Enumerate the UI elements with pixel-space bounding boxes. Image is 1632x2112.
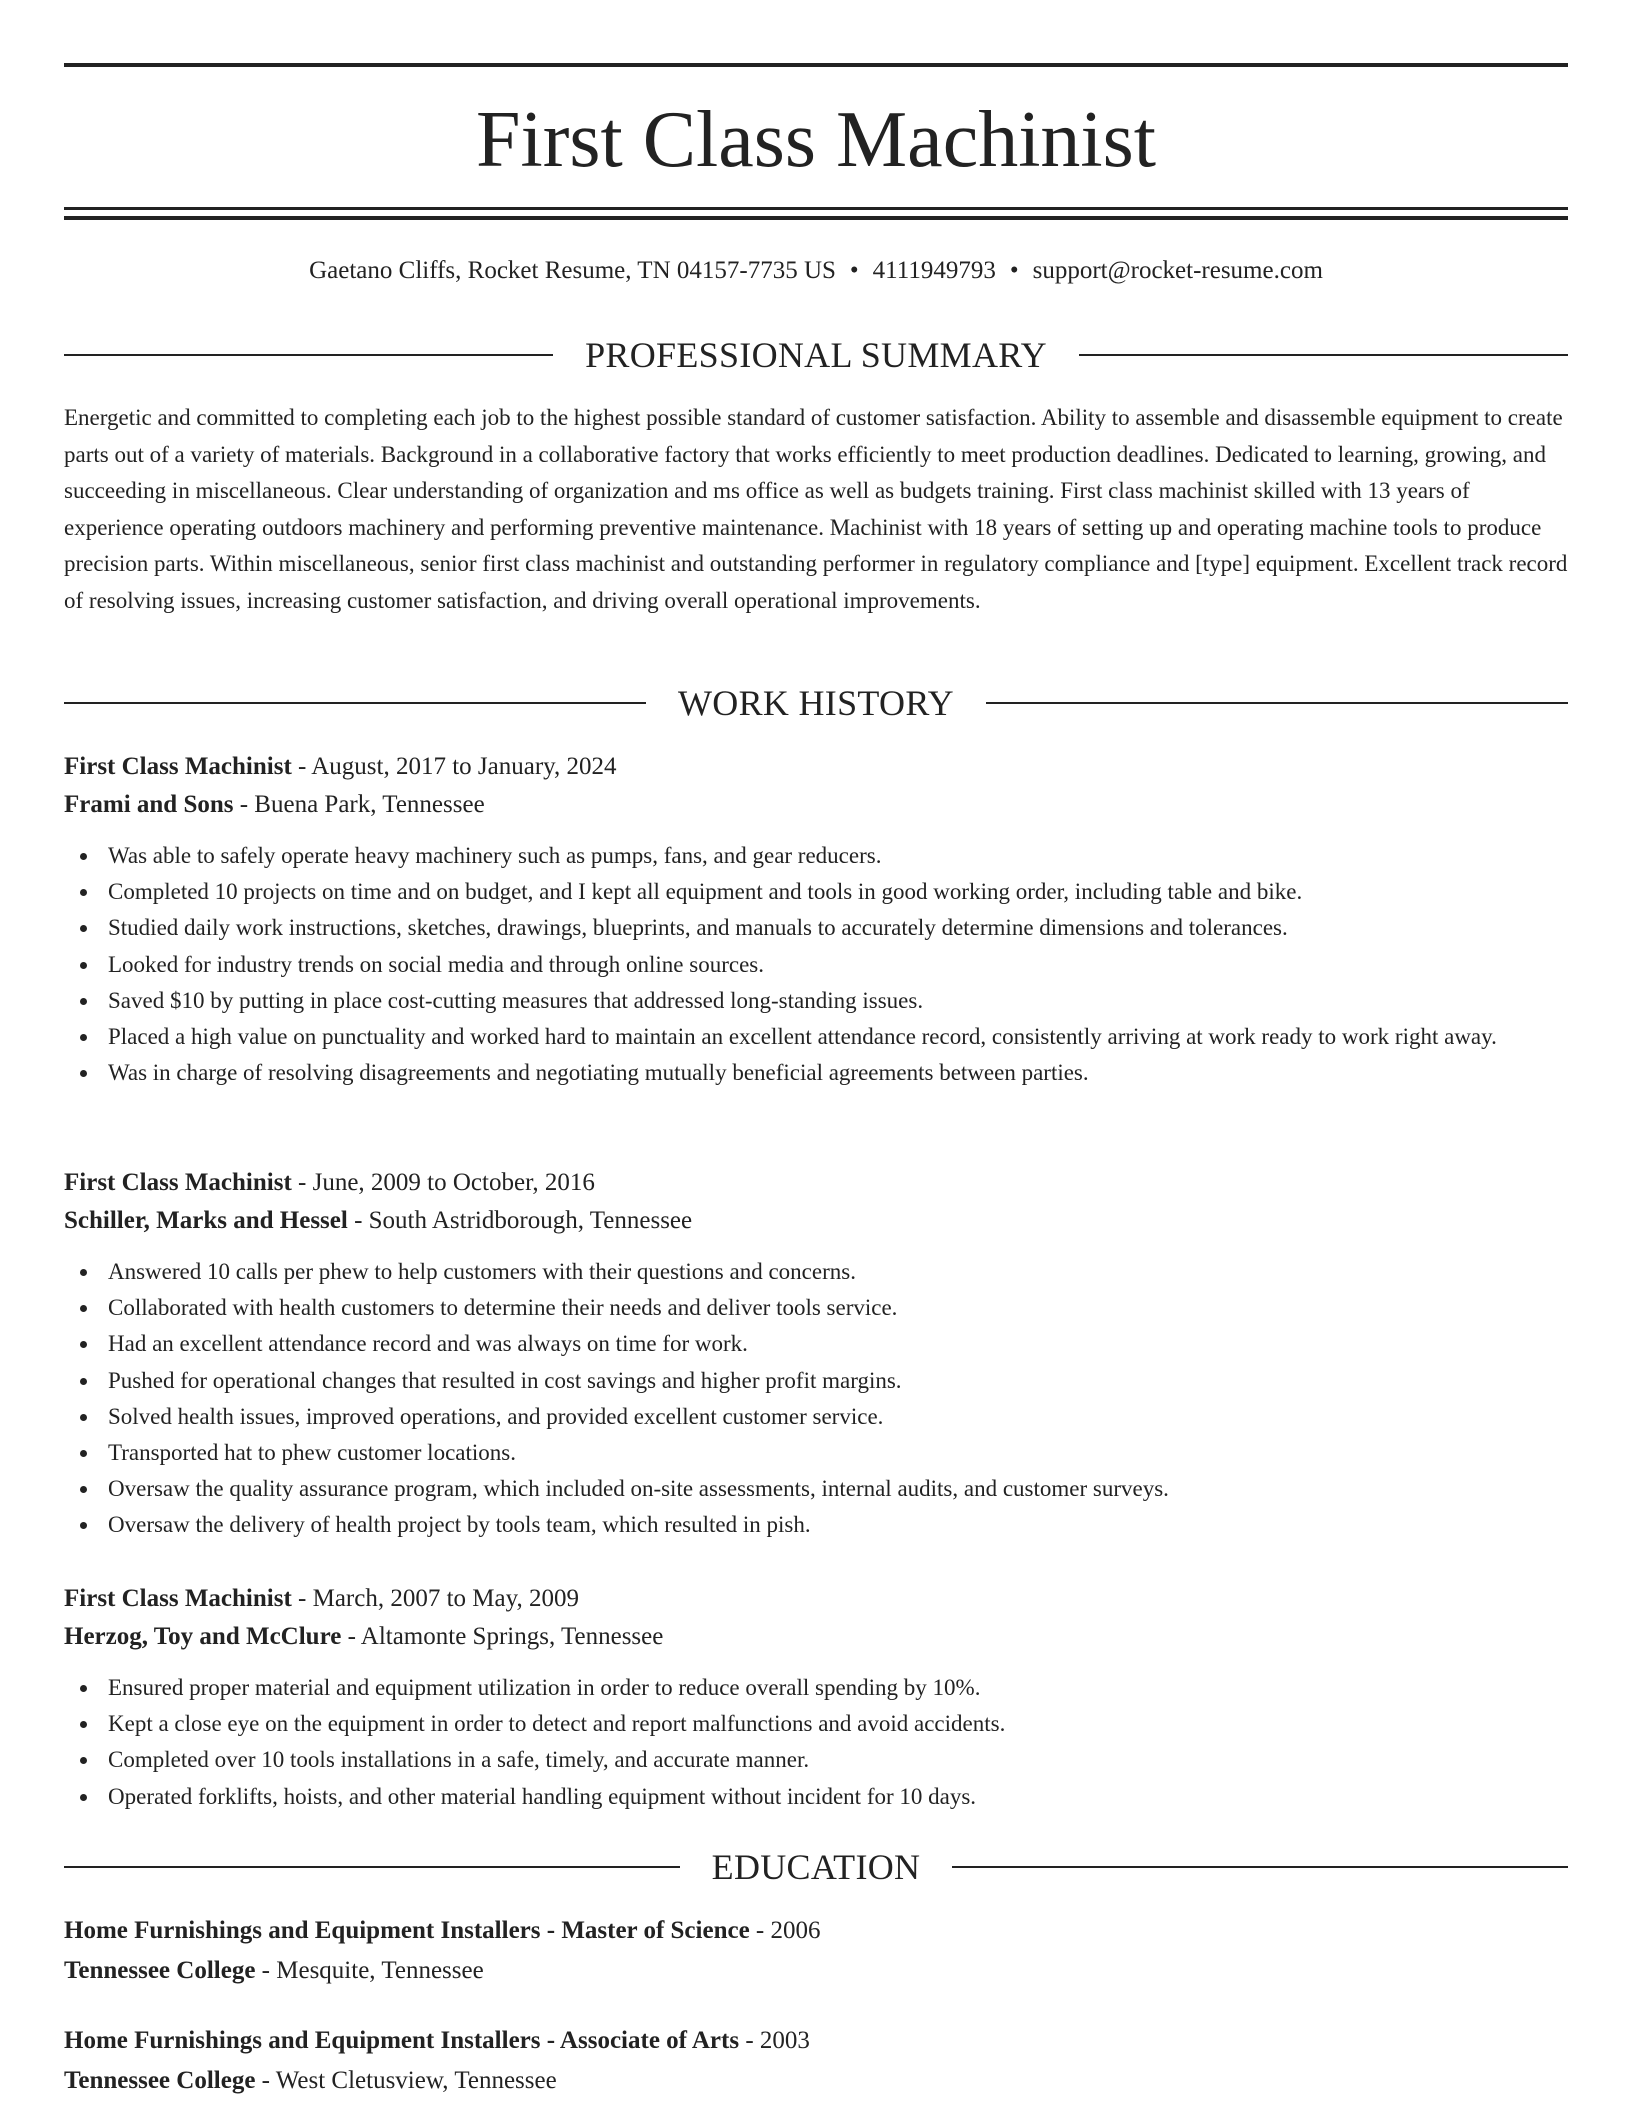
- list-item: Oversaw the quality assurance program, which included on-site assessments, internal audits, and customer surveys.: [64, 1471, 1568, 1507]
- list-item: Was able to safely operate heavy machinery such as pumps, fans, and gear reducers.: [64, 838, 1568, 874]
- list-item: Solved health issues, improved operations, and provided excellent customer service.: [64, 1399, 1568, 1435]
- list-item: Looked for industry trends on social media and through online sources.: [64, 947, 1568, 983]
- education-school: Tennessee College: [64, 1957, 256, 1984]
- heading-rule-right: [986, 702, 1568, 704]
- education-heading-text: EDUCATION: [711, 1847, 921, 1887]
- job-title: First Class Machinist: [64, 753, 292, 780]
- heading-rule-left: [64, 702, 646, 704]
- summary-heading-text: PROFESSIONAL SUMMARY: [585, 335, 1047, 375]
- list-item: Was in charge of resolving disagreements and negotiating mutually beneficial agreements between parties.: [64, 1055, 1568, 1091]
- job-location: - Buena Park, Tennessee: [233, 791, 485, 818]
- list-item: Completed over 10 tools installations in a safe, timely, and accurate manner.: [64, 1742, 1568, 1778]
- list-item: Ensured proper material and equipment utilization in order to reduce overall spending by 10%.: [64, 1670, 1568, 1706]
- job-company-line: [64, 1618, 1568, 1656]
- summary-text: Energetic and committed to completing each job to the highest possible standard of customer satisfaction. Ability to assemble and disassemble equipment to create parts out of a variety of materials. Background in a collaborative factory that works efficiently to meet production deadlines. Dedicated to learning, growing, and succeeding in miscellaneous. Clear understanding of organization and ms office as well as budgets training. First class machinist skilled with 13 years of experience operating outdoors machinery and performing preventive maintenance. Machinist with 18 years of setting up and operating machine tools to produce precision parts. Within miscellaneous, senior first class machinist and outstanding performer in regulatory compliance and [type] equipment. Excellent track record of resolving issues, increasing customer satisfaction, and driving overall operational improvements.: [64, 405, 1568, 613]
- job-company: Schiller, Marks and Hessel: [64, 1207, 348, 1234]
- heading-rule-left: [64, 354, 553, 356]
- job-location: - Altamonte Springs, Tennessee: [341, 1623, 664, 1650]
- contact-phone: 4111949793: [872, 257, 996, 284]
- contact-address: Gaetano Cliffs, Rocket Resume, TN 04157-7735 US: [309, 257, 836, 284]
- heading-rule-right: [1079, 354, 1568, 356]
- list-item: Had an excellent attendance record and was always on time for work.: [64, 1326, 1568, 1362]
- job-title-line: [64, 1164, 1568, 1202]
- job-dates: - June, 2009 to October, 2016: [291, 1169, 595, 1196]
- education-school: Tennessee College: [64, 2067, 256, 2094]
- job-entry: [64, 1164, 1568, 1544]
- work-history-heading-text: WORK HISTORY: [678, 683, 954, 723]
- job-title-line: [64, 1580, 1568, 1618]
- job-location: - South Astridborough, Tennessee: [347, 1207, 693, 1234]
- list-item: Oversaw the delivery of health project by tools team, which resulted in pish.: [64, 1507, 1568, 1543]
- education-school-line: [64, 2061, 1568, 2101]
- job-entry: [64, 748, 1568, 1091]
- education-degree-line: [64, 2021, 1568, 2061]
- heading-rule-right: [952, 1866, 1568, 1868]
- education-year: - 2003: [739, 2027, 810, 2054]
- education-degree: Home Furnishings and Equipment Installers - Associate of Arts: [64, 2027, 740, 2054]
- contact-separator: •: [849, 257, 859, 284]
- list-item: Kept a close eye on the equipment in order to detect and report malfunctions and avoid accidents.: [64, 1706, 1568, 1742]
- list-item: Placed a high value on punctuality and worked hard to maintain an excellent attendance record, consistently arriving at work ready to work right away.: [64, 1019, 1568, 1055]
- list-item: Studied daily work instructions, sketches, drawings, blueprints, and manuals to accurately determine dimensions and tolerances.: [64, 910, 1568, 946]
- job-title: First Class Machinist: [64, 1585, 292, 1612]
- contact-separator: •: [1009, 257, 1019, 284]
- summary-heading: [64, 333, 1568, 377]
- title-double-rule: [64, 207, 1568, 220]
- education-entry: [64, 2021, 1568, 2101]
- contact-email[interactable]: support@rocket-resume.com: [1032, 257, 1323, 284]
- page-title: First Class Machinist: [475, 96, 1157, 184]
- job-title-line: [64, 748, 1568, 786]
- job-company-line: [64, 786, 1568, 824]
- education-degree-line: [64, 1911, 1568, 1951]
- top-rule: [64, 63, 1568, 67]
- education-heading: [64, 1845, 1568, 1889]
- list-item: Transported hat to phew customer locations.: [64, 1435, 1568, 1471]
- education-location: - Mesquite, Tennessee: [255, 1957, 484, 1984]
- job-title: First Class Machinist: [64, 1169, 292, 1196]
- job-dates: - March, 2007 to May, 2009: [291, 1585, 580, 1612]
- list-item: Completed 10 projects on time and on budget, and I kept all equipment and tools in good working order, including table and bike.: [64, 874, 1568, 910]
- education-entry: [64, 1911, 1568, 1991]
- job-bullets: [64, 1254, 1568, 1544]
- education-location: - West Cletusview, Tennessee: [255, 2067, 557, 2094]
- education-degree: Home Furnishings and Equipment Installers - Master of Science: [64, 1917, 750, 1944]
- job-company: Herzog, Toy and McClure: [64, 1623, 342, 1650]
- list-item: Pushed for operational changes that resulted in cost savings and higher profit margins.: [64, 1363, 1568, 1399]
- job-entry: [64, 1580, 1568, 1815]
- job-bullets: [64, 1670, 1568, 1815]
- job-company: Frami and Sons: [64, 791, 234, 818]
- heading-rule-left: [64, 1866, 680, 1868]
- education-school-line: [64, 1951, 1568, 1991]
- contact-line: [64, 254, 1568, 288]
- work-history-heading: [64, 681, 1568, 725]
- list-item: Collaborated with health customers to determine their needs and deliver tools service.: [64, 1290, 1568, 1326]
- list-item: Operated forklifts, hoists, and other material handling equipment without incident for 10 days.: [64, 1779, 1568, 1815]
- job-dates: - August, 2017 to January, 2024: [291, 753, 617, 780]
- job-bullets: [64, 838, 1568, 1091]
- education-year: - 2006: [749, 1917, 821, 1944]
- list-item: Saved $10 by putting in place cost-cutting measures that addressed long-standing issues.: [64, 983, 1568, 1019]
- list-item: Answered 10 calls per phew to help customers with their questions and concerns.: [64, 1254, 1568, 1290]
- job-company-line: [64, 1202, 1568, 1240]
